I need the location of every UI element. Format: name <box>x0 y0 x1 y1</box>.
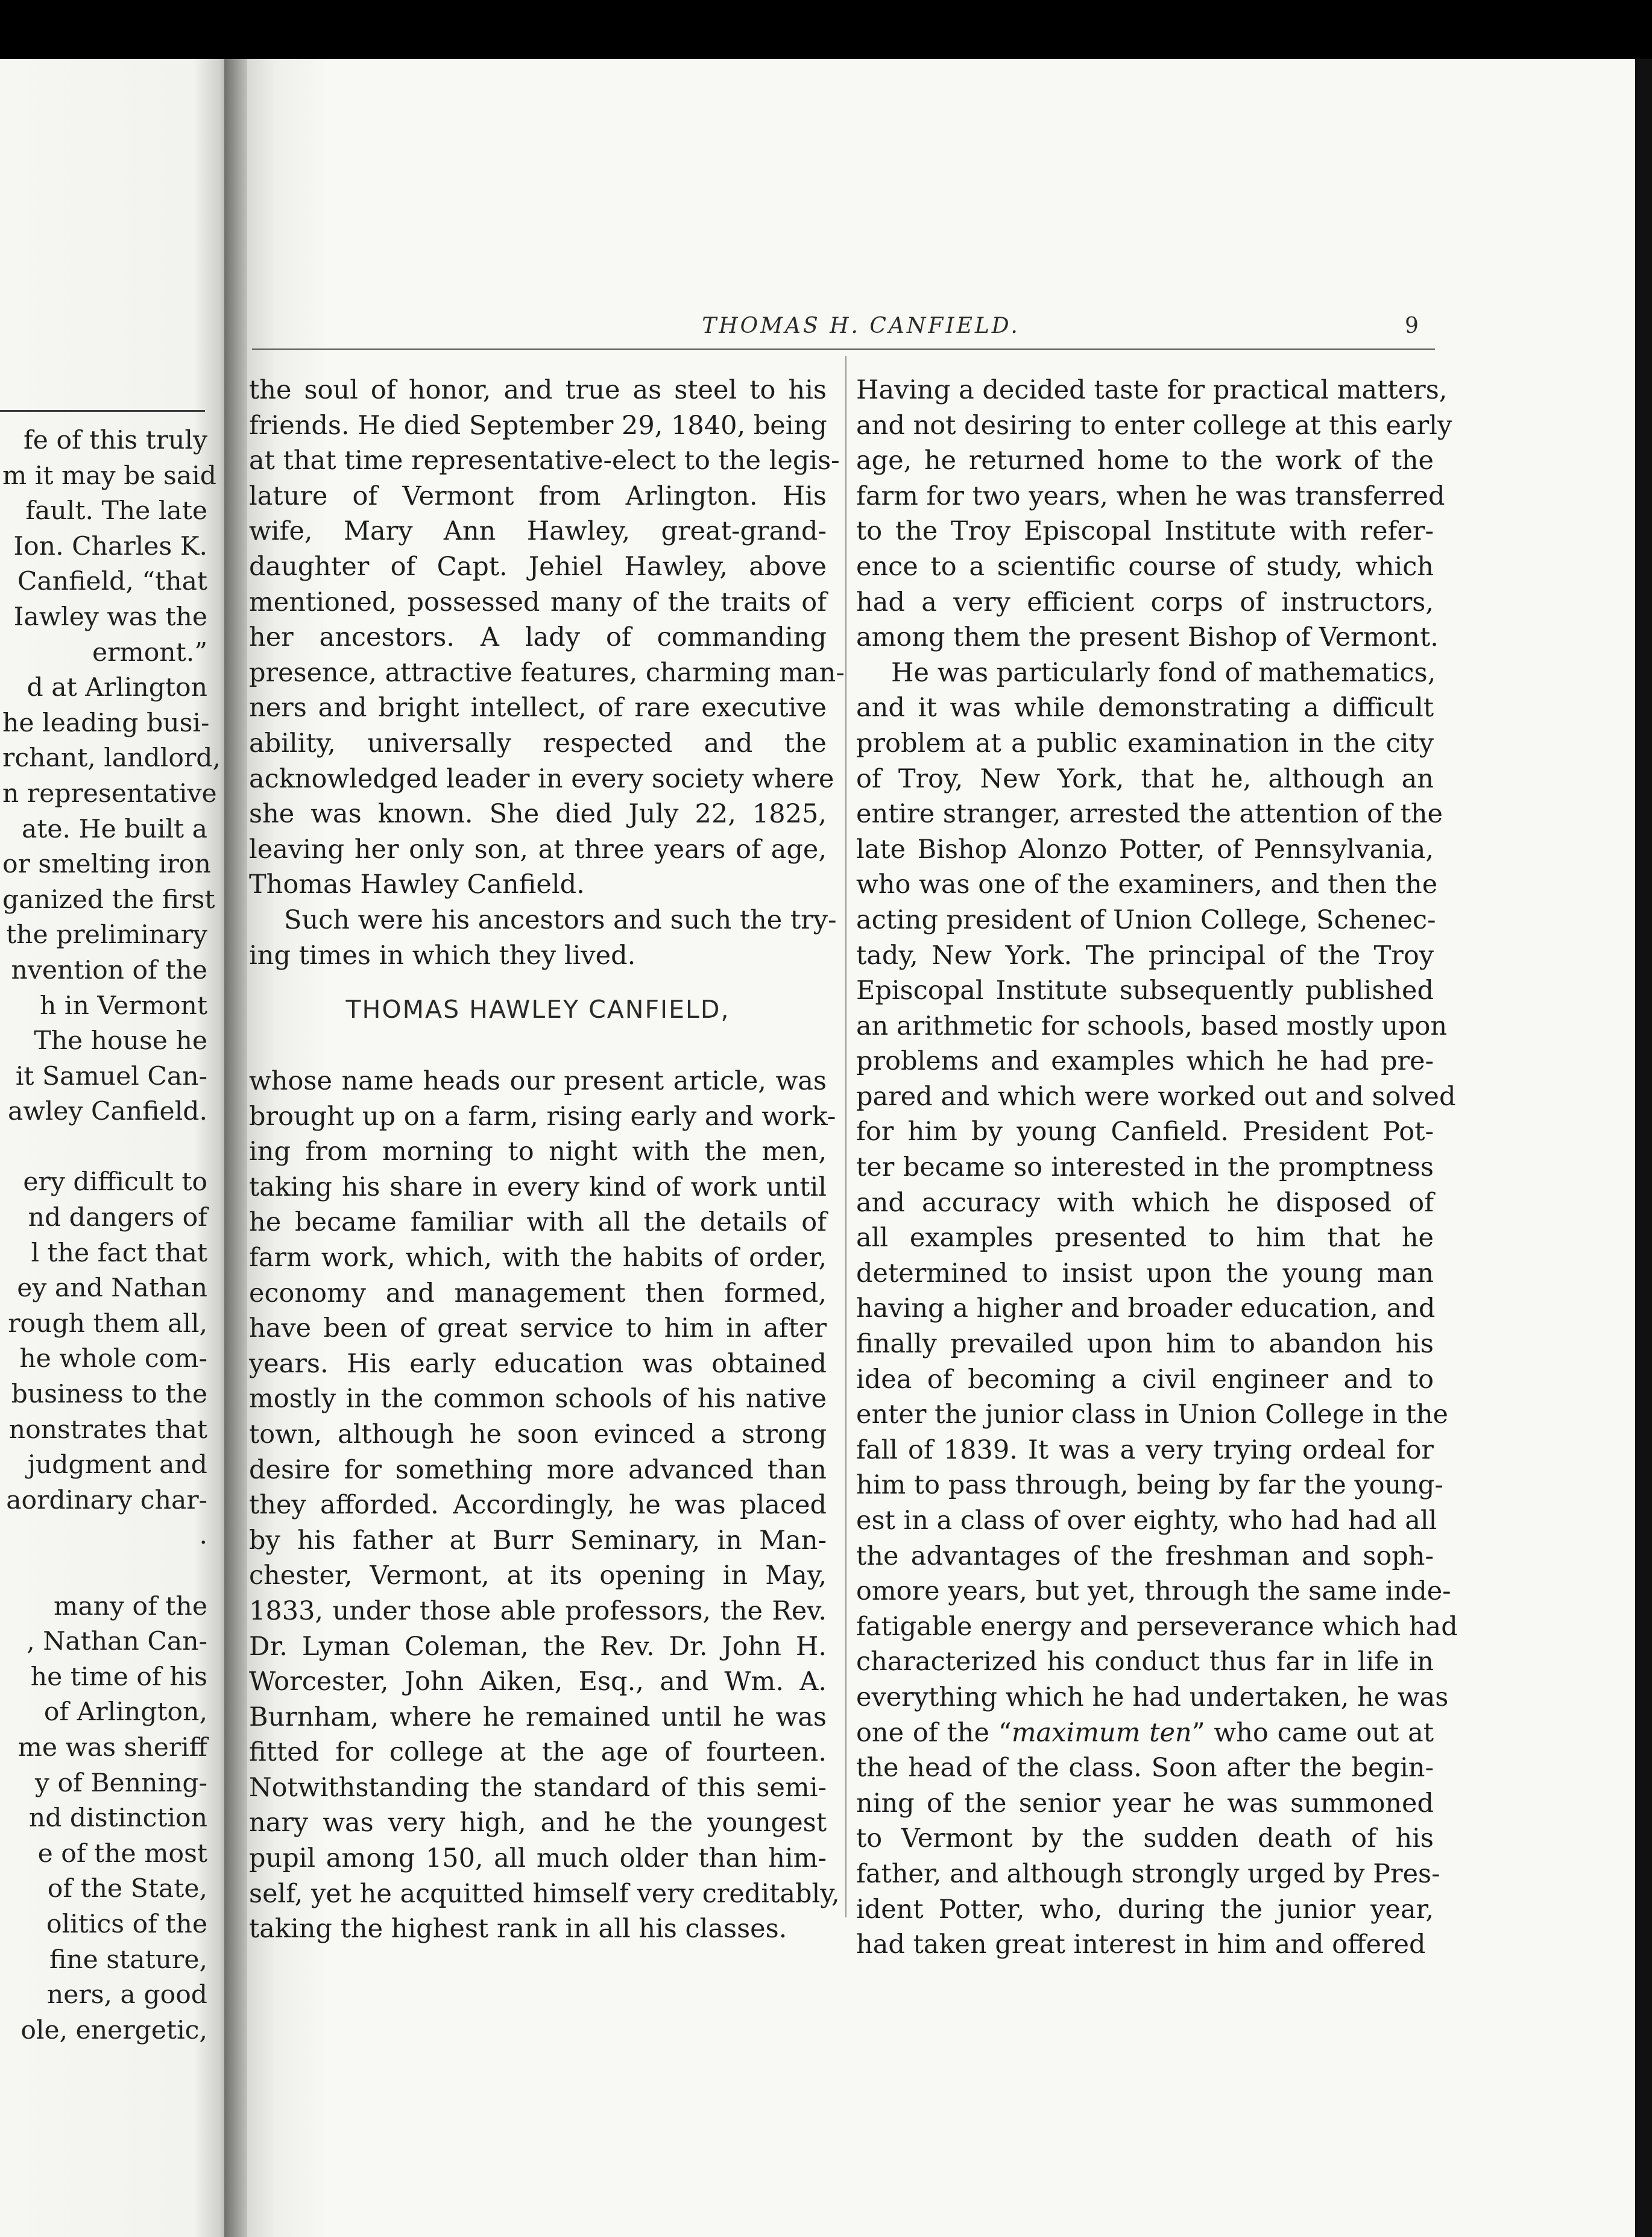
text-line: all examples presented to him that he <box>856 1223 1434 1254</box>
text-line: d at Arlington <box>27 673 207 703</box>
text-line: he time of his <box>30 1662 207 1692</box>
text-line: ole, energetic, <box>20 2015 207 2045</box>
text-line: problems and examples which he had pre- <box>856 1046 1434 1077</box>
text-line: her ancestors. A lady of commanding <box>249 622 827 653</box>
section-heading: THOMAS HAWLEY CANFIELD, <box>345 995 730 1024</box>
text-line: judgment and <box>27 1450 207 1480</box>
text-line: wife, Mary Ann Hawley, great-grand- <box>249 516 827 547</box>
text-line: entire stranger, arrested the attention of the <box>856 799 1443 830</box>
text-line: presence, attractive features, charming man- <box>249 657 845 688</box>
text-line: he leading busi- <box>2 708 210 738</box>
text-line: problem at a public examination in the city <box>856 728 1434 759</box>
text-line <box>2 1554 207 1589</box>
text-line: fine stature, <box>49 1945 207 1975</box>
page-edge <box>1635 59 1652 2237</box>
text-line: town, although he soon evinced a strong <box>249 1419 827 1450</box>
text-line: e of the most <box>37 1838 207 1869</box>
text-line: taking the highest rank in all his classes. <box>249 1914 787 1945</box>
text-line: whose name heads our present article, was <box>249 1066 827 1096</box>
text-line: fault. The late <box>25 496 207 526</box>
text-line: nd dangers of <box>28 1203 207 1233</box>
text-line: ident Potter, who, during the junior year, <box>856 1894 1434 1925</box>
header-rule <box>252 349 1435 350</box>
text-line: ter became so interested in the promptness <box>856 1152 1434 1183</box>
text-line: aordinary char- <box>6 1485 207 1515</box>
text-line: and it was while demonstrating a difficult <box>856 693 1434 724</box>
text-line: late Bishop Alonzo Potter, of Pennsylvania, <box>856 834 1434 865</box>
text-line: years. His early education was obtained <box>249 1348 827 1379</box>
text-line: acknowledged leader in every society where <box>249 763 834 794</box>
text-line: idea of becoming a civil engineer and to <box>856 1364 1434 1395</box>
page-number: 9 <box>1405 314 1419 338</box>
text-line: . <box>199 1521 207 1551</box>
text-line: ners and bright intellect, of rare executive <box>249 693 827 724</box>
text-line: mostly in the common schools of his native <box>249 1384 827 1415</box>
text-line: had a very efficient corps of instructors, <box>856 587 1434 617</box>
text-line: have been of great service to him in after <box>249 1313 827 1344</box>
text-line: father, and although strongly urged by Pres- <box>856 1858 1440 1889</box>
text-line: rough them all, <box>8 1308 207 1339</box>
text-line: ery difficult to <box>23 1167 207 1197</box>
text-line: ey and Nathan <box>17 1273 207 1304</box>
text-line: she was known. She died July 22, 1825, <box>249 799 827 830</box>
text-line: mentioned, possessed many of the traits of <box>249 587 827 617</box>
text-line: economy and management then formed, <box>249 1278 827 1308</box>
column-1-top <box>249 373 845 973</box>
facing-page-rule <box>0 410 205 412</box>
text-line: friends. He died September 29, 1840, being <box>249 410 827 441</box>
text-line: nonstrates that <box>8 1415 207 1445</box>
text-line: nary was very high, and he the youngest <box>249 1808 827 1838</box>
text-line: est in a class of over eighty, who had had all <box>856 1506 1437 1536</box>
text-line: Worcester, John Aiken, Esq., and Wm. A. <box>249 1667 827 1697</box>
text-line: ate. He built a <box>21 814 207 844</box>
text-line: Iawley was the <box>13 602 207 632</box>
text-line: an arithmetic for schools, based mostly upon <box>856 1011 1448 1041</box>
text-line: age, he returned home to the work of the <box>856 446 1434 476</box>
text-line: farm work, which, with the habits of order, <box>249 1242 827 1273</box>
text-line: ners, a good <box>46 1980 207 2010</box>
text-line: tady, New York. The principal of the Troy <box>856 940 1434 971</box>
text-line: desire for something more advanced than <box>249 1454 827 1485</box>
text-line: , Nathan Can- <box>27 1627 207 1657</box>
text-line: 1833, under those able professors, the Rev. <box>249 1595 827 1626</box>
text-line: Episcopal Institute subsequently published <box>856 976 1434 1006</box>
text-line: ability, universally respected and the <box>249 728 827 759</box>
text-line: ing from morning to night with the men, <box>249 1137 827 1167</box>
text-line: nvention of the <box>11 955 207 985</box>
text-line: of Arlington, <box>43 1697 207 1727</box>
text-line: the head of the class. Soon after the begin- <box>856 1753 1434 1784</box>
text-line: fe of this truly <box>24 426 207 455</box>
text-line: it Samuel Can- <box>15 1061 207 1091</box>
text-line: and not desiring to enter college at this early <box>856 410 1452 441</box>
text-line: him to pass through, being by far the young- <box>856 1470 1443 1501</box>
text-line: olitics of the <box>46 1909 207 1939</box>
text-line: Dr. Lyman Coleman, the Rev. Dr. John H. <box>249 1631 827 1662</box>
text-line: chester, Vermont, at its opening in May, <box>249 1560 827 1591</box>
text-line: business to the <box>11 1380 207 1410</box>
column-divider <box>845 356 846 1917</box>
text-line: of the State, <box>47 1874 207 1904</box>
text-line: he whole com- <box>19 1344 207 1374</box>
text-line: taking his share in every kind of work until <box>249 1172 827 1202</box>
text-line: lature of Vermont from Arlington. His <box>249 481 827 511</box>
text-line: nd distinction <box>28 1803 207 1834</box>
text-line: they afforded. Accordingly, he was placed <box>249 1490 827 1521</box>
text-line: pared and which were worked out and solved <box>856 1081 1456 1112</box>
text-line: he became familiar with all the details of <box>249 1207 827 1238</box>
text-line: daughter of Capt. Jehiel Hawley, above <box>249 551 827 582</box>
text-line: characterized his conduct thus far in life in <box>856 1647 1434 1677</box>
text-line: ning of the senior year he was summoned <box>856 1788 1434 1819</box>
text-line: brought up on a farm, rising early and work- <box>249 1101 836 1132</box>
column-2 <box>856 373 1458 1963</box>
text-line: by his father at Burr Seminary, in Man- <box>249 1525 827 1556</box>
text-line: me was sheriff <box>17 1732 207 1762</box>
text-line: and accuracy with which he disposed of <box>856 1187 1434 1218</box>
text-line: m it may be said <box>2 461 216 491</box>
text-line: h in Vermont <box>40 991 207 1021</box>
text-line: ing times in which they lived. <box>249 940 636 971</box>
text-line: omore years, but yet, through the same inde- <box>856 1576 1451 1607</box>
text-line: Having a decided taste for practical matters, <box>856 375 1448 405</box>
text-line <box>2 1130 207 1166</box>
column-1-bottom <box>249 1064 840 1947</box>
text-line: n representative <box>2 778 217 809</box>
text-line: Canfield, “that <box>17 567 207 597</box>
running-head: THOMAS H. CANFIELD. <box>702 314 1020 338</box>
text-line: fitted for college at the age of fourteen. <box>249 1737 827 1768</box>
text-line: or smelting iron <box>2 850 211 880</box>
text-line: awley Canfield. <box>7 1097 207 1127</box>
text-line: the advantages of the freshman and soph- <box>856 1541 1434 1571</box>
facing-page <box>0 59 236 2237</box>
text-line: y of Benning- <box>34 1768 207 1798</box>
text-line: at that time representative-elect to the legis- <box>249 446 840 476</box>
text-line: ganized the first <box>2 885 215 915</box>
text-line: Notwithstanding the standard of this semi- <box>249 1772 827 1803</box>
text-line: everything which he had undertaken, he was <box>856 1682 1449 1712</box>
text-line: having a higher and broader education, and <box>856 1293 1436 1324</box>
text-line: one of the “maximum ten” who came out at <box>856 1717 1434 1748</box>
text-line: enter the junior class in Union College in the <box>856 1399 1449 1430</box>
text-line: farm for two years, when he was transferred <box>856 481 1445 511</box>
text-line: to Vermont by the sudden death of his <box>856 1823 1434 1854</box>
text-line: leaving her only son, at three years of age, <box>249 834 827 865</box>
text-line: ence to a scientific course of study, which <box>856 551 1434 582</box>
text-line: Burnham, where he remained until he was <box>249 1702 827 1732</box>
text-line: fatigable energy and perseverance which had <box>856 1611 1458 1642</box>
text-line: pupil among 150, all much older than him- <box>249 1843 827 1874</box>
text-line: Ion. Charles K. <box>13 531 207 561</box>
text-line: the soul of honor, and true as steel to his <box>249 375 827 405</box>
text-line: l the fact that <box>31 1238 207 1268</box>
text-line: had taken great interest in him and offered <box>856 1929 1426 1960</box>
text-line: self, yet he acquitted himself very creditably, <box>249 1878 840 1909</box>
text-line: Thomas Hawley Canfield. <box>249 869 585 900</box>
text-line: ermont.” <box>92 637 207 667</box>
text-line: acting president of Union College, Schenec- <box>856 904 1436 935</box>
text-line: the preliminary <box>6 920 207 950</box>
text-line: who was one of the examiners, and then the <box>856 869 1438 900</box>
text-line: determined to insist upon the young man <box>856 1258 1434 1289</box>
text-line: He was particularly fond of mathematics, <box>891 657 1436 688</box>
text-line: to the Troy Episcopal Institute with refer- <box>856 516 1434 547</box>
text-line: fall of 1839. It was a very trying ordeal for <box>856 1434 1434 1465</box>
text-line: The house he <box>34 1026 207 1056</box>
text-line: among them the present Bishop of Vermont. <box>856 622 1439 653</box>
facing-page-text <box>2 423 221 2048</box>
text-line: rchant, landlord, <box>2 743 221 774</box>
emphasis-text: maximum ten <box>1011 1717 1192 1748</box>
text-line: many of the <box>54 1591 207 1621</box>
text-line: finally prevailed upon him to abandon his <box>856 1329 1434 1360</box>
text-line: for him by young Canfield. President Pot- <box>856 1117 1434 1147</box>
text-line: of Troy, New York, that he, although an <box>856 763 1434 794</box>
text-line: Such were his ancestors and such the try- <box>284 904 837 935</box>
